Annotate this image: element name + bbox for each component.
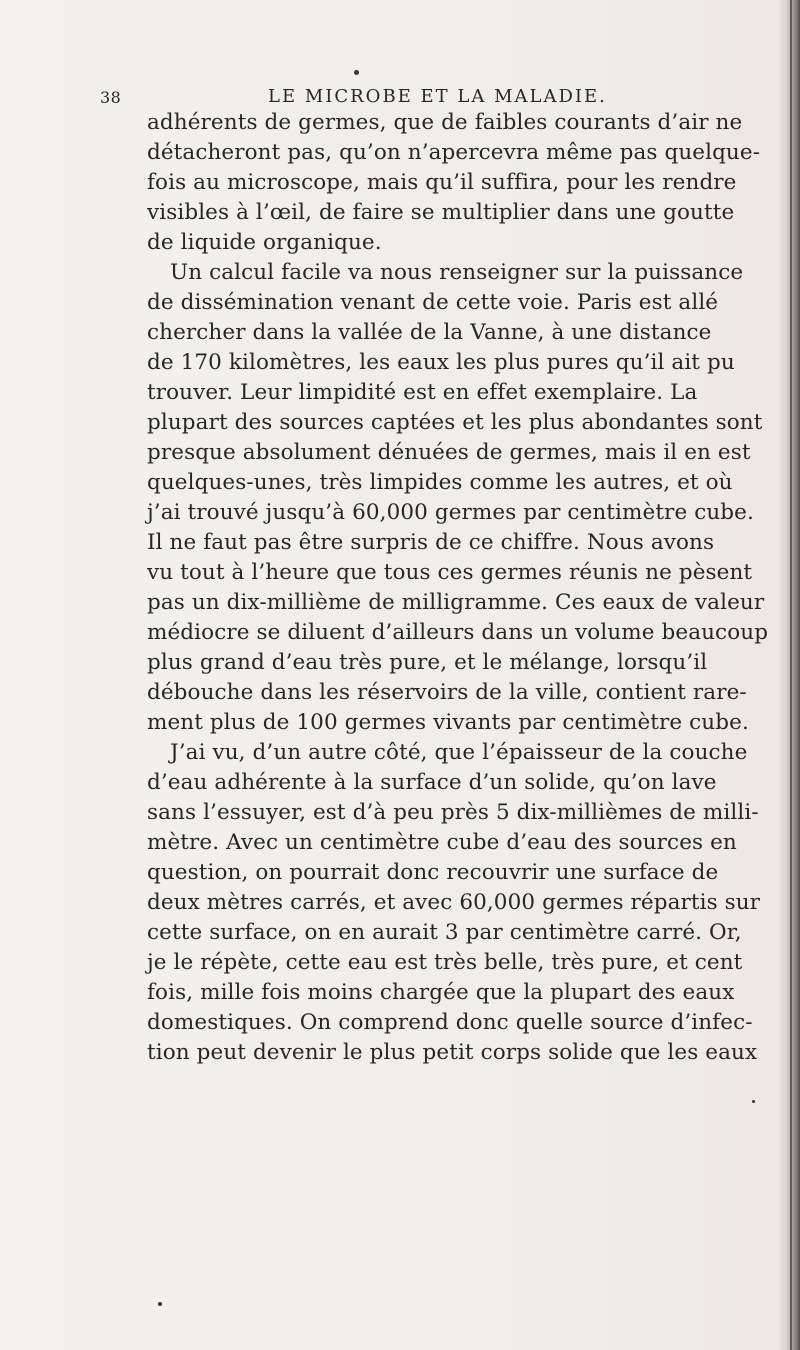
text-line: je le répète, cette eau est très belle, très pure, et cent <box>147 950 743 975</box>
text-line: domestiques. On comprend donc quelle source d’infec- <box>147 1010 753 1035</box>
text-line: d’eau adhérente à la surface d’un solide, qu’on lave <box>147 770 717 795</box>
text-line: de dissémination venant de cette voie. Paris est allé <box>147 290 719 315</box>
text-line: question, on pourrait donc recouvrir une surface de <box>147 860 719 885</box>
print-speck <box>752 1100 755 1103</box>
paragraph-start-line: J’ai vu, d’un autre côté, que l’épaisseur de la couche <box>170 740 748 765</box>
print-speck <box>354 70 359 75</box>
text-line: fois au microscope, mais qu’il suffira, pour les rendre <box>147 170 737 195</box>
text-line: plupart des sources captées et les plus abondantes sont <box>147 410 763 435</box>
text-line: pas un dix-millième de milligramme. Ces eaux de valeur <box>147 590 765 615</box>
text-line: presque absolument dénuées de germes, mais il en est <box>147 440 751 465</box>
text-line: plus grand d’eau très pure, et le mélange, lorsqu’il <box>147 650 708 675</box>
text-line: débouche dans les réservoirs de la ville, contient rare- <box>147 680 747 705</box>
text-line: sans l’essuyer, est d’à peu près 5 dix-millièmes de milli- <box>147 800 759 825</box>
text-line: détacheront pas, qu’on n’apercevra même pas quelque- <box>147 140 761 165</box>
text-line: médiocre se diluent d’ailleurs dans un volume beaucoup <box>147 620 769 645</box>
text-line: de liquide organique. <box>147 230 382 255</box>
page-edge-shadow <box>778 0 800 1350</box>
text-line: trouver. Leur limpidité est en effet exemplaire. La <box>147 380 698 405</box>
text-line: tion peut devenir le plus petit corps solide que les eaux <box>147 1040 758 1065</box>
text-line: chercher dans la vallée de la Vanne, à une distance <box>147 320 712 345</box>
page-number: 38 <box>100 88 122 107</box>
text-line: quelques-unes, très limpides comme les autres, et où <box>147 470 733 495</box>
paragraph-start-line: Un calcul facile va nous renseigner sur la puissance <box>170 260 744 285</box>
text-line: Il ne faut pas être surpris de ce chiffre. Nous avons <box>147 530 715 555</box>
page-edge-line <box>790 0 792 1350</box>
running-title: LE MICROBE ET LA MALADIE. <box>268 86 607 107</box>
text-line: vu tout à l’heure que tous ces germes réunis ne pèsent <box>147 560 753 585</box>
text-line: j’ai trouvé jusqu’à 60,000 germes par centimètre cube. <box>147 500 754 525</box>
text-line: fois, mille fois moins chargée que la plupart des eaux <box>147 980 735 1005</box>
text-line: ment plus de 100 germes vivants par centimètre cube. <box>147 710 749 735</box>
text-line: deux mètres carrés, et avec 60,000 germes répartis sur <box>147 890 761 915</box>
text-line: cette surface, on en aurait 3 par centimètre carré. Or, <box>147 920 742 945</box>
print-speck <box>158 1302 162 1306</box>
text-line: adhérents de germes, que de faibles courants d’air ne <box>147 110 743 135</box>
text-line: mètre. Avec un centimètre cube d’eau des sources en <box>147 830 737 855</box>
text-line: de 170 kilomètres, les eaux les plus pures qu’il ait pu <box>147 350 735 375</box>
text-line: visibles à l’œil, de faire se multiplier dans une goutte <box>147 200 735 225</box>
